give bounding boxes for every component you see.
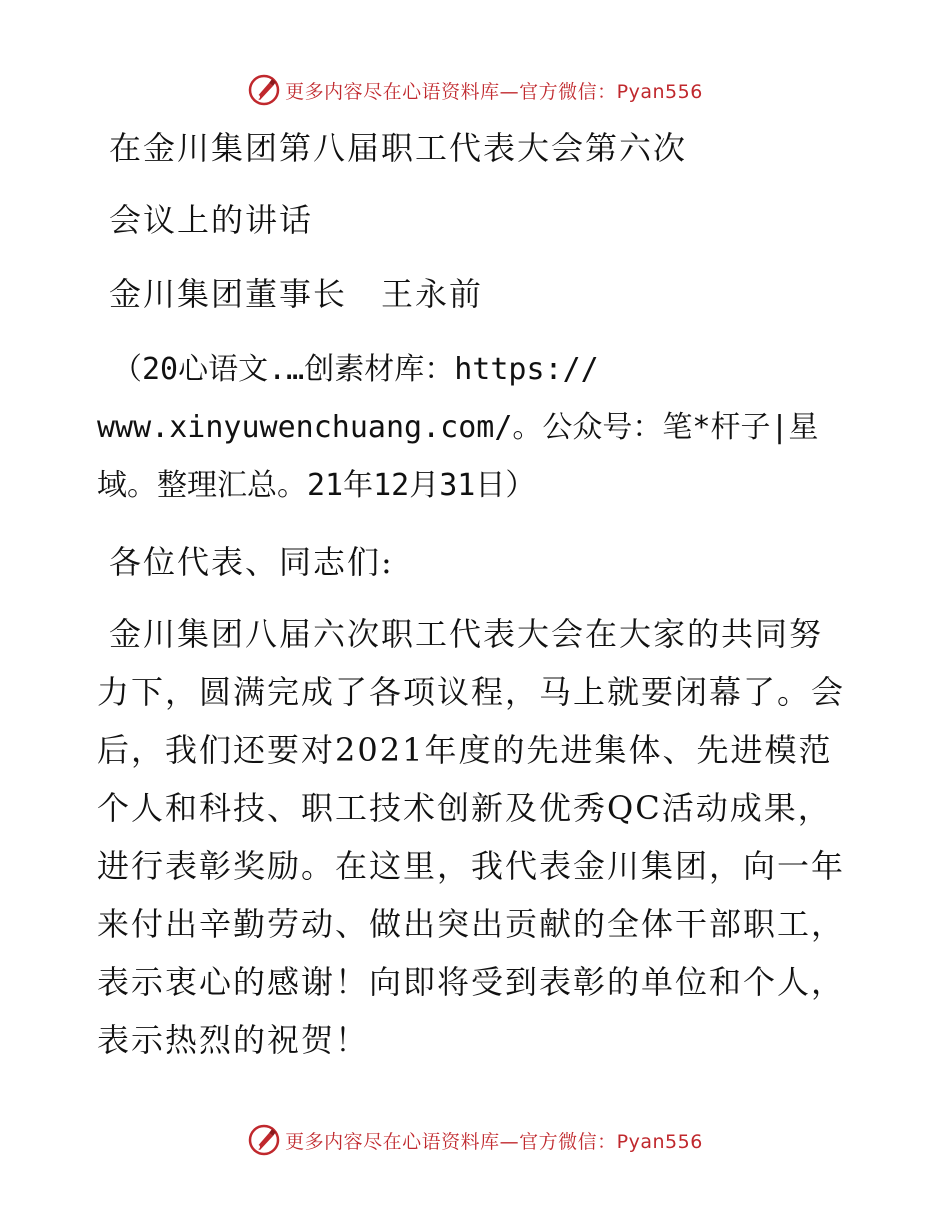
pen-seal-logo-icon (247, 1123, 281, 1157)
source-note-line-1: （20心语文.…创素材库：https:// (112, 352, 599, 387)
paragraph-line: 个人和科技、职工技术创新及优秀QC活动成果， (97, 789, 832, 827)
header-banner (0, 70, 950, 110)
document-author: 金川集团董事长 王永前 (109, 275, 484, 313)
paragraph-line: 力下，圆满完成了各项议程，马上就要闭幕了。会 (97, 673, 846, 711)
source-note-line-3: 域。整理汇总。21年12月31日） (97, 468, 536, 503)
paragraph-line: 来付出辛勤劳动、做出突出贡献的全体干部职工， (97, 905, 846, 943)
footer-banner (0, 1120, 950, 1160)
pen-seal-logo-icon (247, 73, 281, 107)
paragraph-line: 后，我们还要对2021年度的先进集体、先进模范 (97, 731, 833, 769)
source-note-line-2: www.xinyuwenchuang.com/。公众号：笔*杆子|星 (97, 410, 819, 445)
document-title-line-1: 在金川集团第八届职工代表大会第六次 (109, 129, 688, 167)
paragraph-line: 金川集团八届六次职工代表大会在大家的共同努 (109, 615, 824, 653)
footer-banner-text: 更多内容尽在心语资料库—官方微信：Pyan556 (285, 1130, 703, 1153)
header-banner-text: 更多内容尽在心语资料库—官方微信：Pyan556 (285, 80, 703, 103)
paragraph-line: 进行表彰奖励。在这里，我代表金川集团，向一年 (97, 847, 846, 885)
paragraph-line: 表示热烈的祝贺！ (97, 1021, 370, 1059)
salutation: 各位代表、同志们: (109, 543, 394, 581)
paragraph-line: 表示衷心的感谢！向即将受到表彰的单位和个人， (97, 963, 846, 1001)
document-title-line-2: 会议上的讲话 (109, 201, 314, 239)
